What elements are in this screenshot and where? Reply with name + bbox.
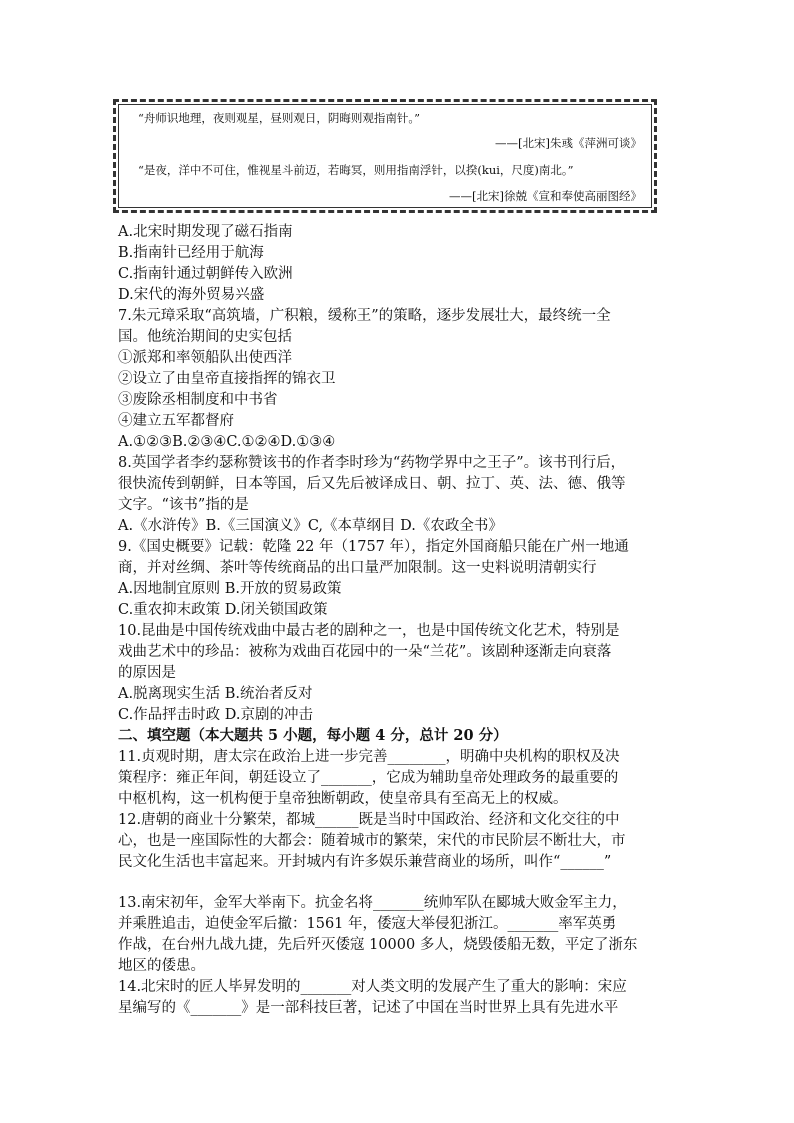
question-line: 并乘胜追击，迫使金军后撤：1561 年，倭寇大举侵犯浙江。_______率军英勇	[118, 916, 617, 932]
quote-2-source: ——[北宋]徐兢《宣和奉使高丽图经》	[449, 189, 642, 203]
quote-box	[113, 99, 657, 213]
question-line: 7.朱元璋采取“高筑墙，广积粮，缓称王”的策略，逐步发展壮大，最终统一全	[118, 308, 611, 324]
option-line: A.北宋时期发现了磁石指南	[118, 224, 293, 240]
question-line: 戏曲艺术中的珍品：被称为戏曲百花园中的一朵“兰花”。该剧种逐渐走向衰落	[118, 644, 612, 660]
option-line: D.宋代的海外贸易兴盛	[118, 287, 265, 303]
question-line: 14.北宋时的匠人毕昇发明的_______对人类文明的发展产生了重大的影响：宋应	[118, 979, 627, 995]
option-line: A.①②③B.②③④C.①②④D.①③④	[118, 434, 336, 450]
question-line: 文字。“该书”指的是	[118, 497, 249, 513]
question-line: 8.英国学者李约瑟称赞该书的作者李时珍为“药物学界中之王子”。该书刊行后，	[118, 455, 626, 471]
option-line: ②设立了由皇帝直接指挥的锦衣卫	[118, 371, 336, 387]
question-line: 的原因是	[118, 665, 176, 681]
option-line: ④建立五军都督府	[118, 413, 234, 429]
question-line: 13.南宋初年，金军大举南下。抗金名将_______统帅军队在郾城大败金军主力，	[118, 895, 627, 911]
question-line: 作战，在台州九战九捷，先后歼灭倭寇 10000 多人，烧毁倭船无数，平定了浙东	[118, 937, 638, 953]
option-line: C.作品抨击时政 D.京剧的冲击	[118, 707, 314, 723]
question-line: 策程序：雍正年间，朝廷设立了_______，它成为辅助皇帝处理政务的最重要的	[118, 770, 619, 786]
quote-1: “舟师识地理，夜则观星，昼则观日，阴晦则观指南针。”	[138, 111, 421, 125]
question-line: 很快流传到朝鲜，日本等国，后又先后被译成日、朝、拉丁、英、法、德、俄等	[118, 476, 626, 492]
question-line: 12.唐朝的商业十分繁荣，都城______既是当时中国政治、经济和文化交往的中	[118, 812, 620, 828]
option-line: C.重农抑末政策 D.闭关锁国政策	[118, 602, 328, 618]
question-line: 地区的倭患。	[118, 958, 205, 974]
question-line: 心，也是一座国际性的大都会：随着城市的繁荣，宋代的市民阶层不断壮大，市	[118, 833, 626, 849]
option-line: A.《水浒传》B.《三国演义》C,《本草纲目 D.《农政全书》	[118, 518, 503, 534]
question-line: 中枢机构，这一机构便于皇帝独断朝政，使皇帝具有至高无上的权威。	[118, 791, 568, 807]
section-heading: 二、填空题（本大题共 5 小题，每小题 4 分，总计 20 分）	[118, 727, 508, 744]
question-line: 民文化生活也丰富起来。开封城内有许多娱乐兼营商业的场所，叫作“______”	[118, 854, 612, 870]
option-line: B.指南针已经用于航海	[118, 245, 264, 261]
quote-1-source: ——[北宋]朱彧《萍洲可谈》	[495, 136, 642, 150]
option-line: ③废除丞相制度和中书省	[118, 392, 278, 408]
option-line: A.脱离现实生活 B.统治者反对	[118, 686, 313, 702]
question-line: 10.昆曲是中国传统戏曲中最古老的剧种之一，也是中国传统文化艺术，特别是	[118, 623, 620, 639]
quote-2: “是夜，洋中不可住，惟视星斗前迈，若晦冥，则用指南浮针，以揆(kui，尺度)南北。”	[138, 163, 574, 177]
question-line: 国。他统治期间的史实包括	[118, 329, 292, 345]
option-line: C.指南针通过朝鲜传入欧洲	[118, 266, 293, 282]
question-line: 11.贞观时期，唐太宗在政治上进一步完善________，明确中央机构的职权及决	[118, 749, 620, 765]
question-line: 9.《国史概要》记载：乾隆 22 年（1757 年），指定外国商船只能在广州一地通	[118, 539, 629, 555]
question-line: 星编写的《_______》是一部科技巨著，记述了中国在当时世界上具有先进水平	[118, 1000, 619, 1016]
question-line: 商，并对丝绸、茶叶等传统商品的出口量严加限制。这一史料说明清朝实行	[118, 560, 597, 576]
option-line: ①派郑和率领船队出使西洋	[118, 350, 292, 366]
option-line: A.因地制宜原则 B.开放的贸易政策	[118, 581, 342, 597]
